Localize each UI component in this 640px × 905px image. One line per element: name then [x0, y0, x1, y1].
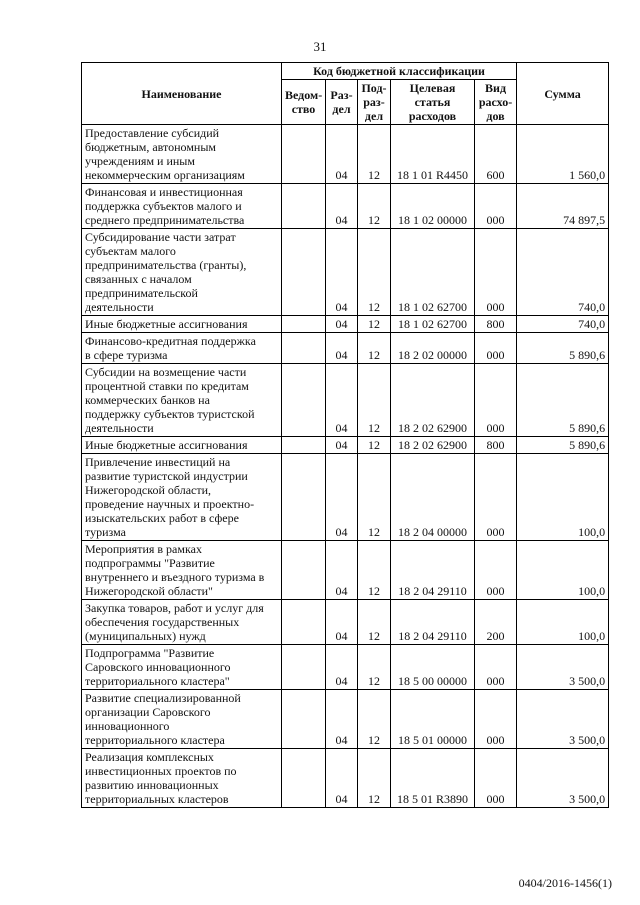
- document-code: 0404/2016-1456(1): [518, 876, 612, 890]
- row-podrazdel: 12: [358, 316, 391, 333]
- row-razdel: 04: [326, 437, 358, 454]
- row-name: Финансово-кредитная поддержка в сфере туризма: [82, 333, 282, 364]
- row-sum: 5 890,6: [517, 437, 609, 454]
- table-row: [82, 645, 609, 690]
- row-vid-rashodov: 000: [475, 364, 517, 437]
- row-vedomstvo: [282, 437, 326, 454]
- row-celevaya-statya: 18 2 02 62900: [391, 437, 475, 454]
- row-celevaya-statya: 18 2 04 00000: [391, 454, 475, 541]
- row-podrazdel: 12: [358, 184, 391, 229]
- row-name: Закупка товаров, работ и услуг для обеспечения государственных (муниципальных) нужд: [82, 600, 282, 645]
- row-sum: 740,0: [517, 229, 609, 316]
- row-name: Финансовая и инвестиционная поддержка субъектов малого и среднего предпринимательства: [82, 184, 282, 229]
- row-celevaya-statya: 18 1 01 R4450: [391, 125, 475, 184]
- table-row: [82, 600, 609, 645]
- row-vedomstvo: [282, 645, 326, 690]
- row-podrazdel: 12: [358, 541, 391, 600]
- header-vedomstvo: Ведом- ство: [282, 80, 326, 125]
- header-celevaya-statya: Целевая статья расходов: [391, 80, 475, 125]
- row-vid-rashodov: 000: [475, 541, 517, 600]
- table-row: [82, 125, 609, 184]
- row-sum: 74 897,5: [517, 184, 609, 229]
- row-sum: 1 560,0: [517, 125, 609, 184]
- row-vedomstvo: [282, 229, 326, 316]
- row-name: Иные бюджетные ассигнования: [82, 316, 282, 333]
- row-celevaya-statya: 18 1 02 00000: [391, 184, 475, 229]
- table-row: [82, 454, 609, 541]
- table-body: [82, 125, 609, 808]
- row-vedomstvo: [282, 184, 326, 229]
- row-podrazdel: 12: [358, 645, 391, 690]
- row-vid-rashodov: 800: [475, 437, 517, 454]
- table-row: [82, 333, 609, 364]
- row-vedomstvo: [282, 749, 326, 808]
- row-razdel: 04: [326, 333, 358, 364]
- table-row: [82, 749, 609, 808]
- row-name: Субсидирование части затрат субъектам малого предпринимательства (гранты), связанных с началом предпринимательской деятельности: [82, 229, 282, 316]
- row-vid-rashodov: 000: [475, 454, 517, 541]
- page-number: 31: [313, 39, 327, 54]
- row-podrazdel: 12: [358, 437, 391, 454]
- row-razdel: 04: [326, 690, 358, 749]
- row-razdel: 04: [326, 229, 358, 316]
- row-vid-rashodov: 200: [475, 600, 517, 645]
- row-vedomstvo: [282, 125, 326, 184]
- row-vid-rashodov: 000: [475, 690, 517, 749]
- row-vedomstvo: [282, 333, 326, 364]
- row-razdel: 04: [326, 125, 358, 184]
- row-vedomstvo: [282, 541, 326, 600]
- row-vedomstvo: [282, 316, 326, 333]
- row-sum: 5 890,6: [517, 364, 609, 437]
- row-vid-rashodov: 000: [475, 645, 517, 690]
- row-sum: 100,0: [517, 454, 609, 541]
- row-vedomstvo: [282, 690, 326, 749]
- row-name: Подпрограмма "Развитие Саровского инновационного территориального кластера": [82, 645, 282, 690]
- table-row: [82, 690, 609, 749]
- row-celevaya-statya: 18 2 04 29110: [391, 600, 475, 645]
- row-name: Привлечение инвестиций на развитие туристской индустрии Нижегородской области, проведение научных и проектно- изыскательских работ в сфере туризма: [82, 454, 282, 541]
- row-razdel: 04: [326, 364, 358, 437]
- row-sum: 3 500,0: [517, 690, 609, 749]
- row-vid-rashodov: 600: [475, 125, 517, 184]
- row-celevaya-statya: 18 1 02 62700: [391, 229, 475, 316]
- table-row: [82, 229, 609, 316]
- row-vid-rashodov: 800: [475, 316, 517, 333]
- row-celevaya-statya: 18 5 00 00000: [391, 645, 475, 690]
- row-name: Реализация комплексных инвестиционных проектов по развитию инновационных территориальных кластеров: [82, 749, 282, 808]
- header-podrazdel: Под- раз- дел: [358, 80, 391, 125]
- row-name: Мероприятия в рамках подпрограммы "Развитие внутреннего и въездного туризма в Нижегородской области": [82, 541, 282, 600]
- table-row: [82, 437, 609, 454]
- row-podrazdel: 12: [358, 749, 391, 808]
- row-name: Иные бюджетные ассигнования: [82, 437, 282, 454]
- row-name: Развитие специализированной организации Саровского инновационного территориального кластера: [82, 690, 282, 749]
- row-vid-rashodov: 000: [475, 749, 517, 808]
- header-name: Наименование: [82, 63, 282, 125]
- row-sum: 3 500,0: [517, 645, 609, 690]
- row-celevaya-statya: 18 1 02 62700: [391, 316, 475, 333]
- row-vid-rashodov: 000: [475, 184, 517, 229]
- table-row: [82, 184, 609, 229]
- row-name: Субсидии на возмещение части процентной ставки по кредитам коммерческих банков на поддержку субъектов туристской деятельности: [82, 364, 282, 437]
- header-vid-rashodov: Вид расхо- дов: [475, 80, 517, 125]
- header-sum: Сумма: [517, 63, 609, 125]
- row-vid-rashodov: 000: [475, 229, 517, 316]
- header-classification-group: Код бюджетной классификации: [282, 63, 517, 80]
- row-vid-rashodov: 000: [475, 333, 517, 364]
- row-celevaya-statya: 18 5 01 00000: [391, 690, 475, 749]
- row-sum: 100,0: [517, 600, 609, 645]
- row-razdel: 04: [326, 749, 358, 808]
- row-sum: 740,0: [517, 316, 609, 333]
- row-razdel: 04: [326, 454, 358, 541]
- row-razdel: 04: [326, 645, 358, 690]
- row-podrazdel: 12: [358, 229, 391, 316]
- row-podrazdel: 12: [358, 454, 391, 541]
- table-row: [82, 316, 609, 333]
- row-vedomstvo: [282, 600, 326, 645]
- row-celevaya-statya: 18 5 01 R3890: [391, 749, 475, 808]
- row-podrazdel: 12: [358, 600, 391, 645]
- row-vedomstvo: [282, 364, 326, 437]
- row-razdel: 04: [326, 184, 358, 229]
- row-sum: 100,0: [517, 541, 609, 600]
- row-podrazdel: 12: [358, 364, 391, 437]
- row-razdel: 04: [326, 541, 358, 600]
- row-sum: 5 890,6: [517, 333, 609, 364]
- row-razdel: 04: [326, 316, 358, 333]
- row-celevaya-statya: 18 2 02 00000: [391, 333, 475, 364]
- row-razdel: 04: [326, 600, 358, 645]
- table-row: [82, 364, 609, 437]
- row-sum: 3 500,0: [517, 749, 609, 808]
- table-row: [82, 541, 609, 600]
- header-razdel: Раз- дел: [326, 80, 358, 125]
- row-celevaya-statya: 18 2 04 29110: [391, 541, 475, 600]
- row-podrazdel: 12: [358, 333, 391, 364]
- row-vedomstvo: [282, 454, 326, 541]
- table-header: [82, 63, 609, 125]
- budget-table: [81, 62, 609, 808]
- row-podrazdel: 12: [358, 690, 391, 749]
- row-podrazdel: 12: [358, 125, 391, 184]
- row-celevaya-statya: 18 2 02 62900: [391, 364, 475, 437]
- row-name: Предоставление субсидий бюджетным, автономным учреждениям и иным некоммерческим организациям: [82, 125, 282, 184]
